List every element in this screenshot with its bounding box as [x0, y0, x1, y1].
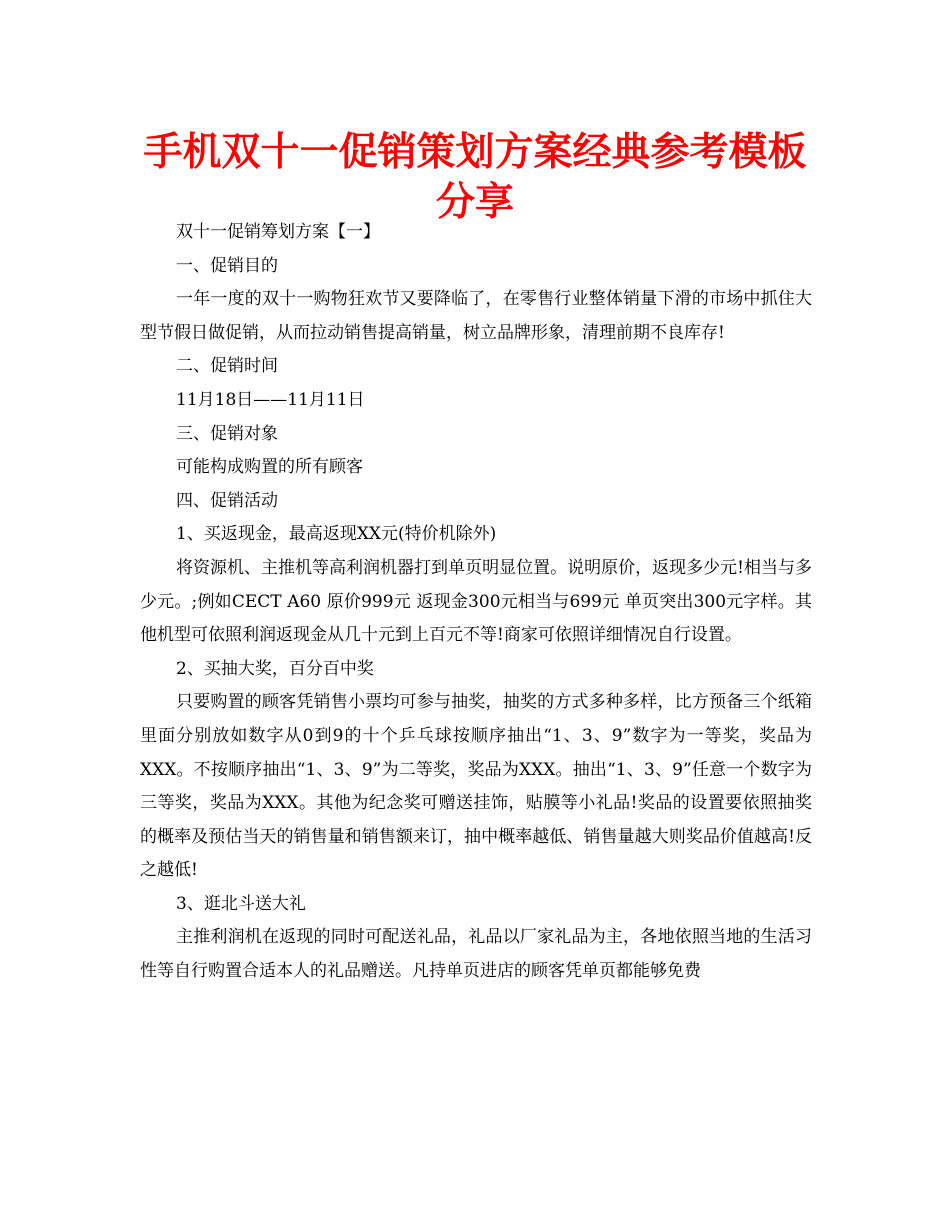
- paragraph-purpose: 一年一度的双十一购物狂欢节又要降临了，在零售行业整体销量下滑的市场中抓住大型节假日做促销，从而拉动销售提高销量，树立品牌形象，清理前期不良库存!: [140, 289, 812, 343]
- document-body: [140, 216, 812, 989]
- section-heading-purpose: 一、促销目的: [176, 255, 278, 276]
- section-heading-time: 二、促销时间: [176, 356, 278, 377]
- paragraph-lottery: 只要购置的顾客凭销售小票均可参与抽奖，抽奖的方式多种多样，比方预备三个纸箱里面分别放如数字从0到9的十个乒乓球按顺序抽出“1、3、9”数字为一等奖，奖品为XXX。不按顺序抽出“1、3、9”为二等奖，奖品为XXX。抽出“1、3、9”任意一个数字为三等奖，奖品为XXX。其他为纪念奖可赠送挂饰，贴膜等小礼品!奖品的设置要依照抽奖的概率及预估当天的销售量和销售额来订，抽中概率越低、销售量越大则奖品价值越高!反之越低!: [140, 692, 812, 881]
- paragraph-target: 可能构成购置的所有顾客: [176, 457, 363, 478]
- activity-heading-cashback: 1、买返现金，最高返现XX元(特价机除外): [176, 524, 497, 545]
- paragraph-cashback: 将资源机、主推机等高利润机器打到单页明显位置。说明原价，返现多少元!相当与多少元。;例如CECT A60 原价999元 返现金300元相当与699元 单页突出300元字样。其他机型可依照利润返现金从几十元到上百元不等!商家可依照详细情况自行设置。: [140, 557, 812, 646]
- paragraph-gifts: 主推利润机在返现的同时可配送礼品，礼品以厂家礼品为主，各地依照当地的生活习性等自行购置合适本人的礼品赠送。凡持单页进店的顾客凭单页都能够免费: [140, 927, 812, 982]
- section-heading-target: 三、促销对象: [176, 423, 278, 444]
- plan-heading: 双十一促销筹划方案【一】: [176, 222, 380, 242]
- activity-heading-gifts: 3、逛北斗送大礼: [176, 893, 306, 914]
- section-heading-activities: 四、促销活动: [176, 490, 278, 511]
- paragraph-time: 11月18日——11月11日: [176, 389, 365, 410]
- activity-heading-lottery: 2、买抽大奖，百分百中奖: [176, 658, 374, 679]
- document-title: 手机双十一促销策划方案经典参考模板分享: [143, 130, 807, 225]
